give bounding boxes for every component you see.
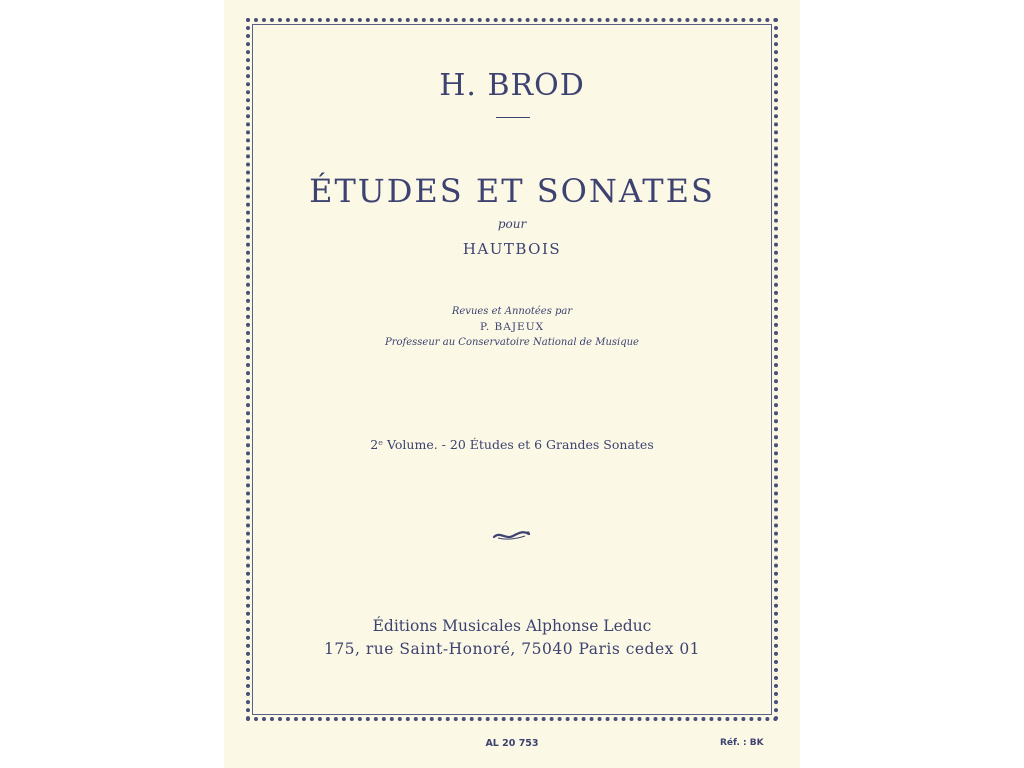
pour-label: pour: [497, 217, 527, 231]
volume-description: 2ᵉ Volume. - 20 Études et 6 Grandes Sonates: [370, 437, 654, 452]
reference-code: Réf. : BK: [720, 738, 764, 748]
sheet-music-cover: [224, 0, 800, 768]
publisher-address: 175, rue Saint-Honoré, 75040 Paris cedex 01: [323, 640, 701, 658]
work-title: ÉTUDES ET SONATES: [309, 172, 715, 210]
inner-border-rule: [252, 24, 772, 715]
reviser-intro: Revues et Annotées par: [451, 306, 573, 317]
reviser-title: Professeur au Conservatoire National de Musique: [385, 337, 639, 348]
instrument-name: HAUTBOIS: [462, 240, 562, 258]
composer-name: H. BROD: [439, 68, 585, 103]
title-divider: [496, 117, 530, 118]
publisher-name: Éditions Musicales Alphonse Leduc: [372, 617, 652, 635]
catalog-number: AL 20 753: [485, 738, 539, 749]
flourish-ornament-icon: [492, 528, 532, 542]
reviser-name: P. BAJEUX: [479, 321, 545, 333]
